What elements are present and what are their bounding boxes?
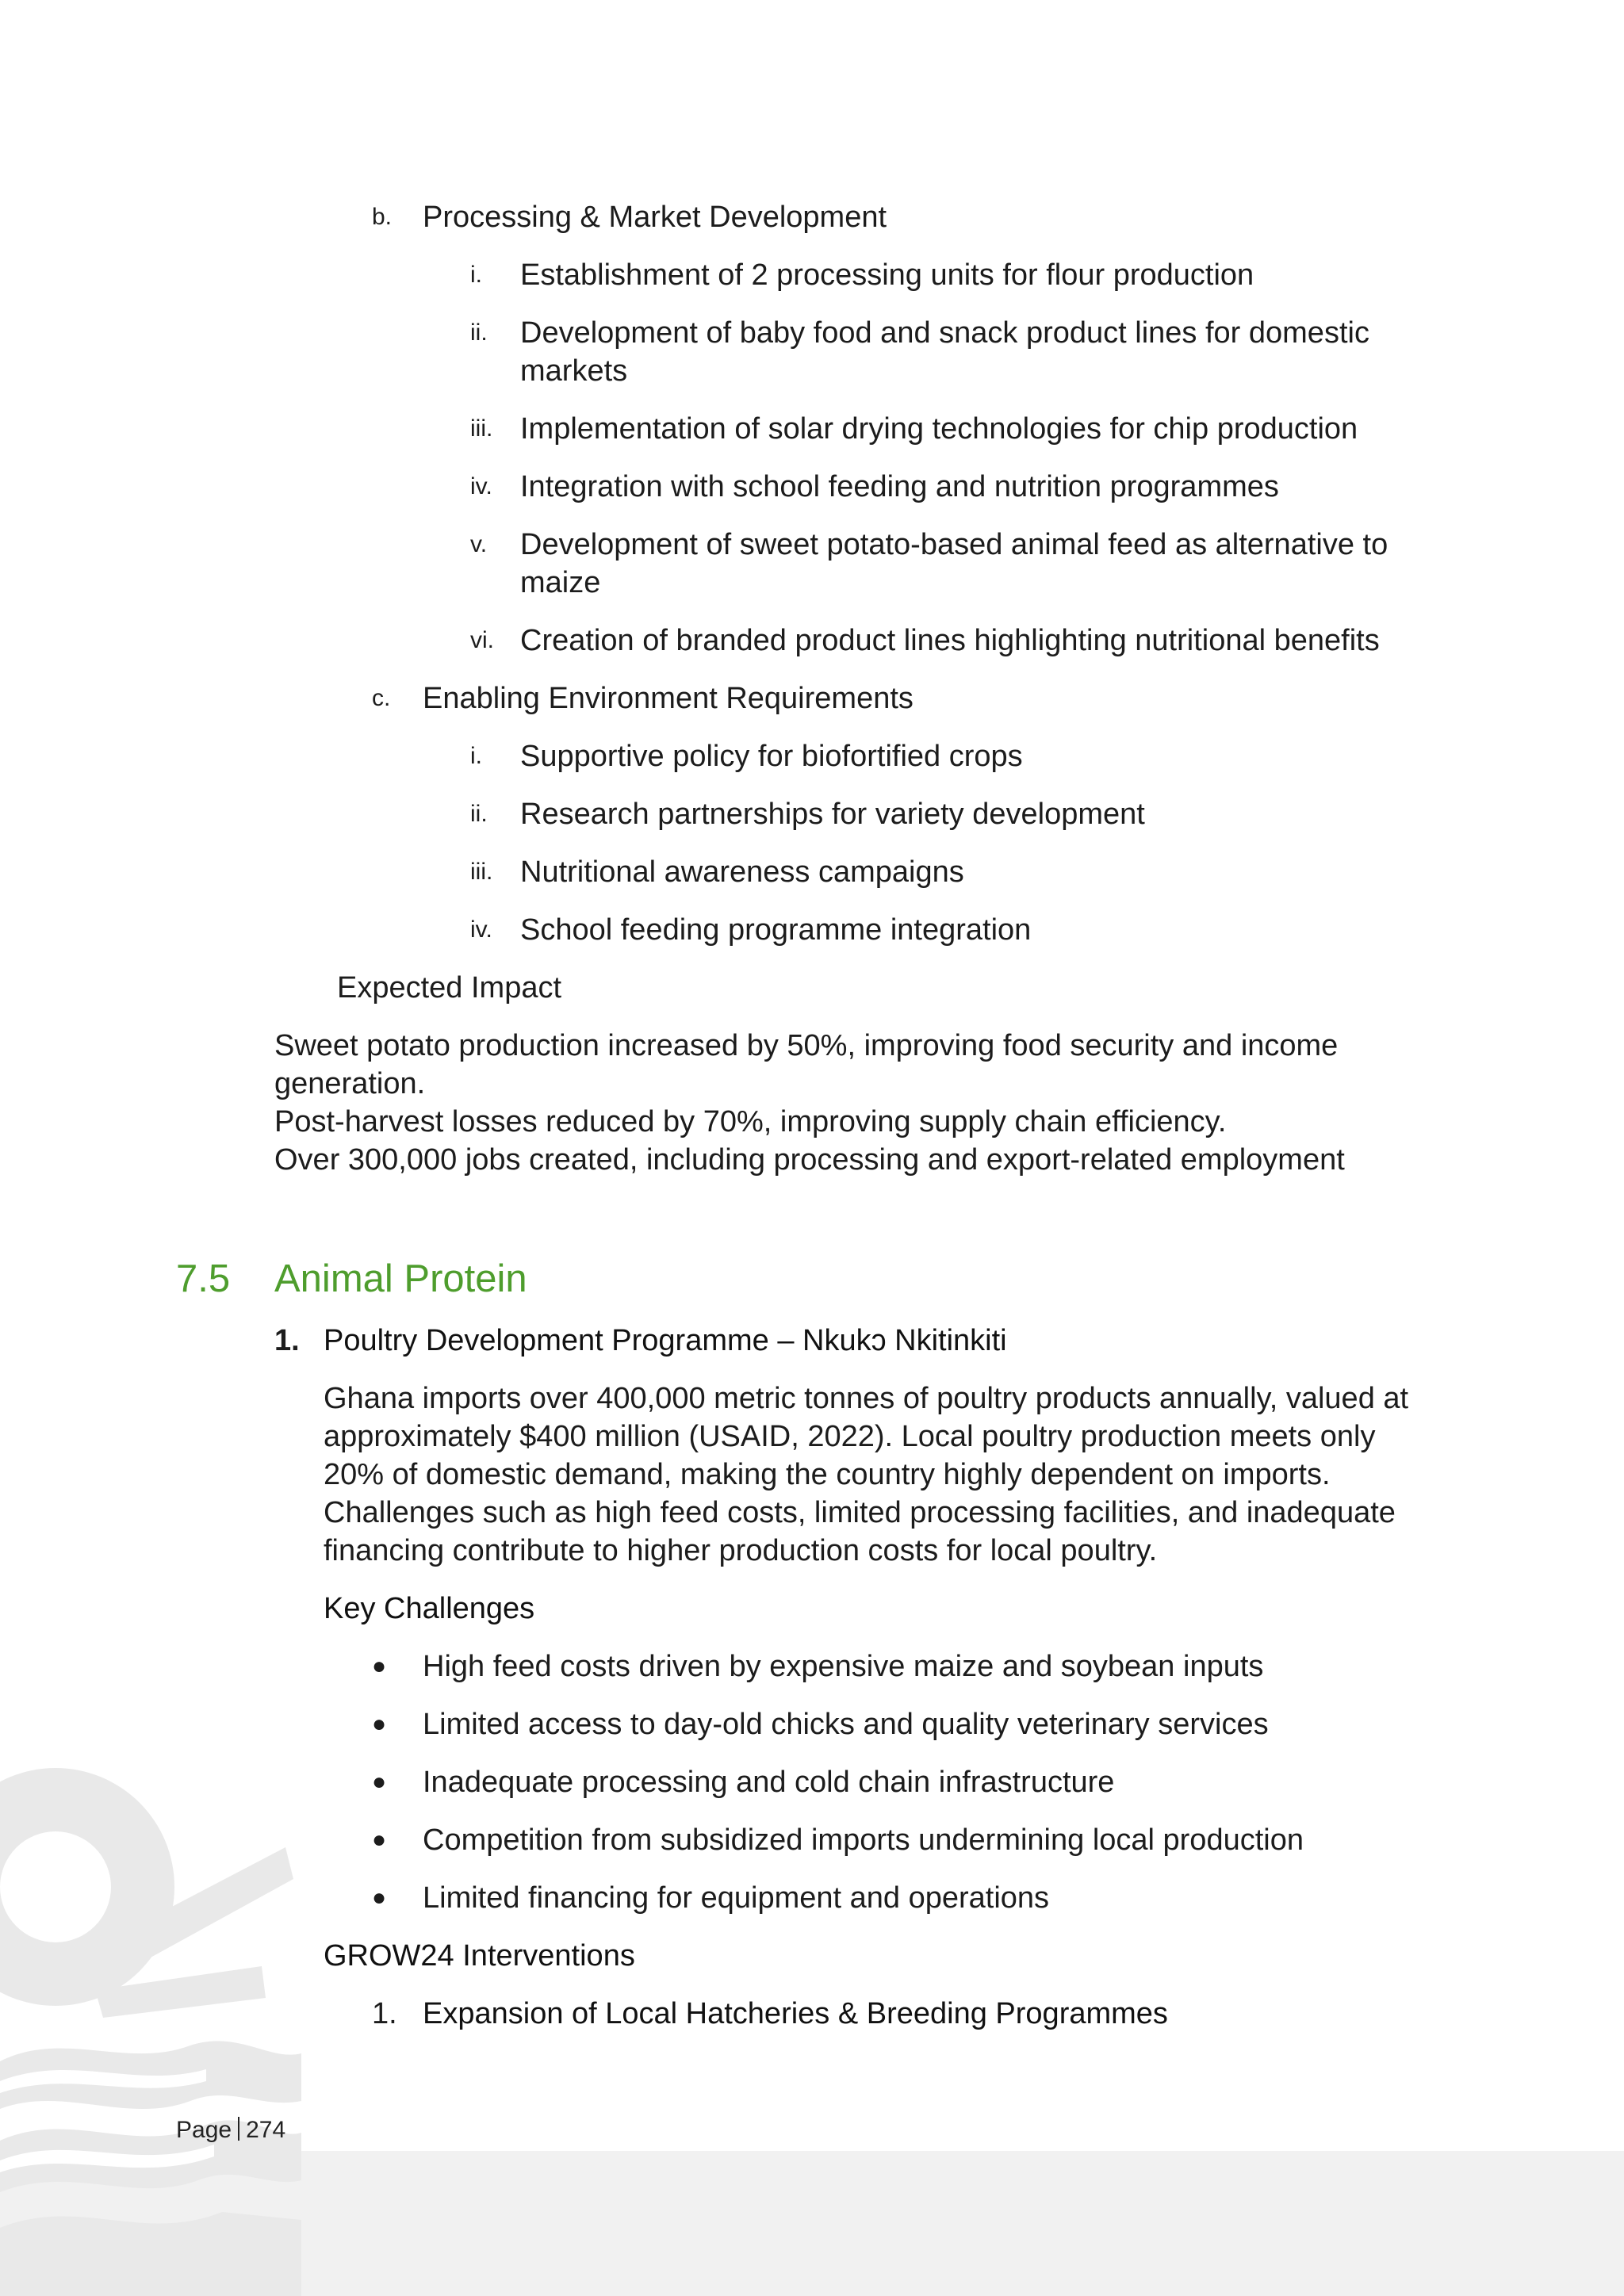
page-separator xyxy=(238,2117,239,2141)
section-title: Animal Protein xyxy=(274,1257,527,1300)
bullet-icon: ● xyxy=(372,1827,387,1853)
bullet-icon: ● xyxy=(372,1653,387,1679)
list-marker-b: b. xyxy=(372,204,393,230)
bullet-icon: ● xyxy=(372,1711,387,1737)
list-marker-roman: iv. xyxy=(470,916,492,943)
programme-number: 1. xyxy=(274,1324,300,1357)
impact-line: Over 300,000 jobs created, including processing and export-related employment xyxy=(274,1143,1345,1177)
challenge-item: Competition from subsidized imports undermining local production xyxy=(423,1823,1304,1857)
list-marker-roman: iii. xyxy=(470,859,493,885)
list-marker-roman: vi. xyxy=(470,627,494,653)
page-label: Page xyxy=(176,2117,232,2143)
programme-title: Poultry Development Programme – Nkukɔ Nkitinkiti xyxy=(324,1324,1007,1357)
list-item-text: Creation of branded product lines highlighting nutritional benefits xyxy=(520,624,1380,657)
bullet-icon: ● xyxy=(372,1769,387,1795)
subsection-title-processing: Processing & Market Development xyxy=(423,201,887,234)
paragraph-line: 20% of domestic demand, making the country highly dependent on imports. xyxy=(324,1458,1331,1491)
impact-line: generation. xyxy=(274,1067,426,1100)
list-item-text: Supportive policy for biofortified crops xyxy=(520,740,1023,773)
paragraph-line: Ghana imports over 400,000 metric tonnes of poultry products annually, valued at xyxy=(324,1382,1409,1415)
watermark-decoration xyxy=(0,1728,301,2296)
list-item-text: Establishment of 2 processing units for flour production xyxy=(520,258,1254,292)
challenge-item: Limited access to day-old chicks and quality veterinary services xyxy=(423,1708,1269,1741)
paragraph-line: financing contribute to higher production costs for local poultry. xyxy=(324,1534,1158,1567)
subsection-title-enabling: Enabling Environment Requirements xyxy=(423,682,914,715)
list-item-text: Implementation of solar drying technologies for chip production xyxy=(520,412,1358,446)
challenge-item: Inadequate processing and cold chain infrastructure xyxy=(423,1766,1115,1799)
impact-line: Sweet potato production increased by 50%, improving food security and income xyxy=(274,1029,1339,1062)
list-marker-roman: iv. xyxy=(470,473,492,499)
intervention-title: Expansion of Local Hatcheries & Breeding Programmes xyxy=(423,1997,1168,2030)
expected-impact-label: Expected Impact xyxy=(337,971,562,1004)
list-item-text: School feeding programme integration xyxy=(520,913,1032,947)
key-challenges-label: Key Challenges xyxy=(324,1592,535,1625)
section-number: 7.5 xyxy=(176,1257,231,1300)
list-marker-roman: ii. xyxy=(470,801,488,827)
interventions-label: GROW24 Interventions xyxy=(324,1939,635,1973)
page-number-value: 274 xyxy=(246,2117,286,2143)
list-marker-c: c. xyxy=(372,685,391,711)
list-marker-roman: v. xyxy=(470,531,488,557)
list-item-text-continued: markets xyxy=(520,354,628,388)
challenge-item: High feed costs driven by expensive maize and soybean inputs xyxy=(423,1650,1264,1683)
list-item-text-continued: maize xyxy=(520,566,601,599)
list-marker-roman: ii. xyxy=(470,320,488,346)
list-item-text: Integration with school feeding and nutrition programmes xyxy=(520,470,1279,503)
list-item-text: Nutritional awareness campaigns xyxy=(520,855,964,889)
list-item-text: Development of sweet potato-based animal feed as alternative to xyxy=(520,528,1388,561)
intervention-number: 1. xyxy=(372,1997,397,2030)
list-marker-roman: i. xyxy=(470,262,482,288)
list-item-text: Development of baby food and snack product lines for domestic xyxy=(520,316,1369,350)
impact-line: Post-harvest losses reduced by 70%, improving supply chain efficiency. xyxy=(274,1105,1227,1138)
page-number xyxy=(176,2114,285,2146)
bullet-icon: ● xyxy=(372,1885,387,1911)
list-item-text: Research partnerships for variety development xyxy=(520,798,1145,831)
challenge-item: Limited financing for equipment and operations xyxy=(423,1881,1050,1915)
list-marker-roman: iii. xyxy=(470,415,493,442)
list-marker-roman: i. xyxy=(470,743,482,769)
paragraph-line: Challenges such as high feed costs, limited processing facilities, and inadequate xyxy=(324,1496,1396,1529)
paragraph-line: approximately $400 million (USAID, 2022). Local poultry production meets only xyxy=(324,1420,1376,1453)
